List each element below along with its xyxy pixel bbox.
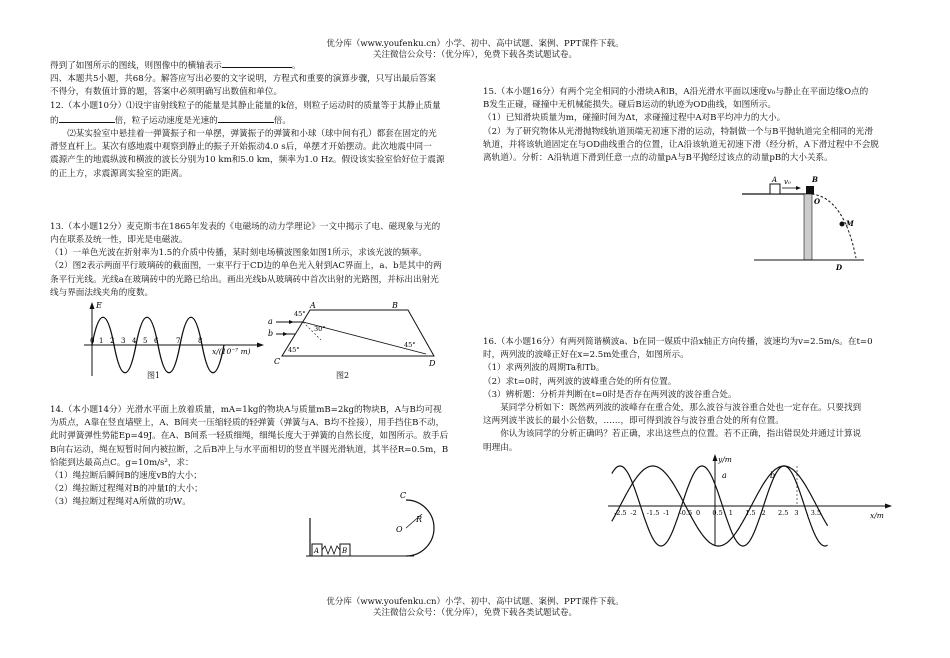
q12-line-f: 的正上方，求震源离实验室的距离。 [50, 168, 188, 179]
point-M-dot [840, 222, 845, 227]
q16-block [483, 336, 901, 455]
tick-label: 7 [176, 337, 181, 345]
point-O: O [814, 197, 821, 206]
q14-line-f: （1）绳拉断后瞬间B的速度vB的大小； [50, 471, 202, 482]
y-axis-arrow [90, 302, 95, 309]
x-tick-label: 0 [696, 509, 701, 517]
q13-line-f: 线与界面法线夹角的度数。 [50, 287, 154, 298]
figure-15-projectile [740, 168, 870, 272]
wave-b-label: b [770, 471, 776, 480]
q16-line-h: 你认为该同学的分析正确吗？若正确，求出这些点的位置。若不正确，指出错误处并通过计算说 [500, 429, 862, 440]
x-tick-label: -2 [630, 509, 637, 517]
y-axis-arrow [713, 454, 718, 461]
point-O: O [396, 525, 403, 534]
figure-16-two-waves [604, 452, 900, 548]
q14-line-g: （2）绳拉断过程绳对B的冲量I的大小； [50, 484, 203, 495]
y-axis-label: y/m [718, 455, 732, 464]
point-D: D [836, 263, 843, 272]
q12-b2: 倍，粒子运动速度是光速的 [114, 115, 218, 126]
tick-label: 3 [121, 337, 126, 345]
block-A-label: A [772, 176, 778, 184]
tick-label: 1 [99, 337, 104, 345]
x-axis-arrow [885, 504, 892, 509]
label-b: b [268, 329, 274, 338]
x-tick-label: -2.5 [614, 509, 627, 517]
figure-14-track [302, 490, 442, 560]
angle-mid: 30° [314, 325, 326, 333]
block-B-label: B [342, 547, 348, 555]
section4-text-a: 四、本题共5小题，共68分。解答应写出必要的文字说明，方程式和重要的演算步骤，只写出最后答案 [50, 74, 436, 85]
velocity-arrowhead [796, 186, 801, 190]
q13-line-c: （1）一单色光波在折射率为1.5的介质中传播，某时刻电场横波图象如图1所示，求该光波的频率。 [50, 248, 427, 259]
angle-top: 45° [294, 310, 306, 318]
q15-line-e: 轨道，并将该轨道固定在与OD曲线重合的位置，让A沿该轨道无初速下滑（经分析，A下滑过程中不会脱 [483, 139, 879, 150]
x-axis-label: x/m [870, 511, 884, 520]
label-a: a [268, 317, 273, 326]
wave-a-label: a [722, 471, 727, 480]
x-tick-labels [614, 509, 821, 517]
x-tick-label: -0.5 [679, 509, 693, 517]
x-tick-label: 1.5 [745, 509, 756, 517]
q13-line-a: 13.（本小题12分）麦克斯韦在1865年发表的《电磁场的动力学理论》一文中揭示了电、磁现象与光的 [50, 221, 441, 232]
intro-line [50, 58, 468, 73]
x-tick-label: 1 [728, 509, 733, 517]
figure-2-caption: 图2 [336, 371, 350, 380]
q16-line-b: 时，两列波的波峰正好在x=2.5m处重合，如图所示。 [483, 350, 689, 361]
page-footer [0, 597, 950, 619]
point-M: M [846, 219, 854, 228]
q15-line-b: B发生正碰，碰撞中无机械能损失。碰后B运动的轨迹为OD曲线，如图所示。 [483, 100, 776, 111]
spring [322, 546, 340, 554]
angle-left: 45° [288, 346, 300, 354]
q16-line-f: 某同学分析如下：既然两列波的波峰存在重合处，那么波谷与波谷重合处也一定存在。只要找到 [500, 403, 862, 414]
q16-line-a: 16.（本小题16分）有两列简谐横波a、b在同一媒质中沿x轴正方向传播，波速均为v=2.5m/s。在t=0 [483, 337, 873, 347]
vertex-B: B [392, 301, 398, 310]
q12-b1: 的 [50, 115, 59, 126]
q14-line-a: 14.（本小题14分）光滑水平面上放着质量，mA=1kg的物块A与质量mB=2kg的物块B，A与B均可视 [50, 405, 442, 415]
x-tick-label: 0.5 [712, 509, 723, 517]
vertex-C: C [274, 357, 281, 366]
x-tick-label: 3 [794, 509, 799, 517]
vertex-A: A [310, 301, 316, 310]
tick-label: 6 [154, 337, 159, 345]
q15-line-d: （2）为了研究物体从光滑抛物线轨道顶端无初速下滑的运动，特制做一个与B平抛轨道完全相同的光滑 [483, 126, 873, 137]
block-A-label: A [314, 547, 320, 555]
tick-label: 8 [198, 337, 203, 345]
q13-line-d: （2）图2表示两面平行玻璃砖的截面图，一束平行于CD边的单色光入射到AC界面上，a、b是其中的两 [50, 261, 442, 272]
header-line-1: 优分库（www.youfenku.cn）小学、初中、高中试题、案例、PPT课件下载。 [326, 39, 624, 49]
x-tick-label: 2.5 [778, 509, 789, 517]
q16-line-g: 这两列波半波长的最小公倍数，……，即可得到波谷与波谷重合处的所有位置。 [483, 416, 784, 427]
q14-line-d: B向右运动，绳在短暂时间内被拉断，之后B冲上与水平面相切的竖直半圆光滑轨道，其半径R=0.5m，B [50, 444, 449, 455]
q12-b3: 倍。 [273, 115, 291, 126]
q16-line-i: 明理由。 [483, 442, 518, 453]
tick-label: 4 [132, 337, 137, 345]
q12-line-c: ⑵某实验室中悬挂着一弹簧振子和一单摆，弹簧振子的弹簧和小球（球中间有孔）都套在固定的光 [67, 129, 437, 140]
q12-line-e: 震源产生的地震纵波和横波的波长分别为10 km和5.0 km，频率为1.0 Hz。假设该实验室恰好位于震源 [50, 155, 445, 166]
ray-b-arrow [283, 332, 288, 336]
q16-line-c: （1）求两列波的周期Ta和Tb。 [483, 363, 605, 374]
q15-line-a: 15.（本小题16分）有两个完全相同的小滑块A和B，A沿光滑水平面以速度v₀与静止在平面边缘O点的 [483, 87, 869, 97]
tick-label: 5 [143, 337, 148, 345]
q12-line-a: 12.（本小题10分）⑴设宇宙射线粒子的能量是其静止能量的k倍，则粒子运动时的质量等于其静止质量 [50, 100, 441, 111]
x-tick-label: 3.5 [810, 509, 822, 517]
q16-line-d: （2）求t=0时，两列波的波峰重合处的所有位置。 [483, 376, 677, 387]
q13-line-e: 条平行光线。光线a在玻璃砖中的光路已给出。画出光线b从玻璃砖中首次出射的光路图，并标出出射光 [50, 274, 439, 285]
footer-line-2: 关注微信公众号：（优分库），免费下载各类试题试卷。 [372, 608, 577, 618]
x-tick-label: 2 [761, 509, 766, 517]
figure-1-caption: 图1 [147, 371, 161, 380]
block-B [806, 186, 814, 194]
answer-blank [222, 58, 292, 68]
q14-line-b: 为质点，A靠在竖直墙壁上，A、B间夹一压缩轻质的轻弹簧（弹簧与A、B均不拴接），用手挡住B不动， [50, 418, 445, 429]
section4-text-b: 不得分，有数值计算的题，答案中必须明确写出数值和单位。 [50, 87, 283, 98]
tick-label: 2 [110, 337, 115, 345]
q15-block [483, 86, 901, 165]
ray-a-arrow [289, 320, 294, 324]
q15-line-c: （1）已知滑块质量为m，碰撞时间为Δt，求碰撞过程中A对B平均冲力的大小。 [483, 113, 786, 124]
block-A [770, 184, 780, 194]
header-line-2: 关注微信公众号：（优分库），免费下载各类试题试卷。 [372, 50, 577, 60]
q16-line-e: （3）辨析题：分析并判断在t=0时是否存在两列波的波谷重合处。 [483, 389, 737, 400]
left-column [50, 58, 468, 300]
x-tick-label: -1.5 [646, 509, 660, 517]
figure-2-glass-brick [262, 300, 442, 370]
footer-line-1: 优分库（www.youfenku.cn）小学、初中、高中试题、案例、PPT课件下载。 [326, 597, 624, 607]
semicircle-track [406, 500, 434, 556]
q14-line-e: 恰能到达最高点C。g=10m/s²，求： [50, 457, 194, 468]
block-B-label: B [812, 175, 818, 184]
point-C: C [400, 491, 407, 500]
vertex-D: D [429, 359, 436, 368]
q12-line-d: 滑竖直杆上。某次有感地震中观察到静止的振子开始振动4.0 s后，单摆才开始摆动。此次地震中同一 [50, 142, 432, 153]
x-tick-label: -1 [663, 509, 670, 517]
figure-1-wave [70, 296, 270, 384]
axis-x-label: x/(10⁻⁷ m) [212, 347, 251, 356]
cliff-wall [804, 194, 812, 260]
q15-line-f: 离轨道）。分析：A沿轨道下滑到任意一点的动量pA与B平抛经过该点的动量pB的大小关系。 [483, 153, 833, 164]
answer-blank [59, 113, 115, 123]
q14-line-h: （3）绳拉断过程绳对A所做的功W。 [50, 497, 191, 508]
q12-line-b [50, 113, 468, 128]
intro-end: 。 [291, 61, 301, 71]
axis-y-label: E [96, 301, 102, 310]
answer-blank [218, 113, 274, 123]
angle-right: 45° [404, 341, 416, 349]
radius-R: R [416, 515, 423, 524]
q14-line-c: 此时弹簧弹性势能Ep=49J。在A、B间系一轻质细绳，细绳长度大于弹簧的自然长度，如图所示。放手后 [50, 431, 449, 442]
q13-line-b: 内在联系及统一性，即光是电磁波。 [50, 235, 188, 246]
v0-label: v₀ [784, 178, 791, 186]
intro-text: 得到了如图所示的图线，则图像中的横轴表示 [50, 61, 222, 71]
origin-label: 0 [90, 337, 95, 345]
